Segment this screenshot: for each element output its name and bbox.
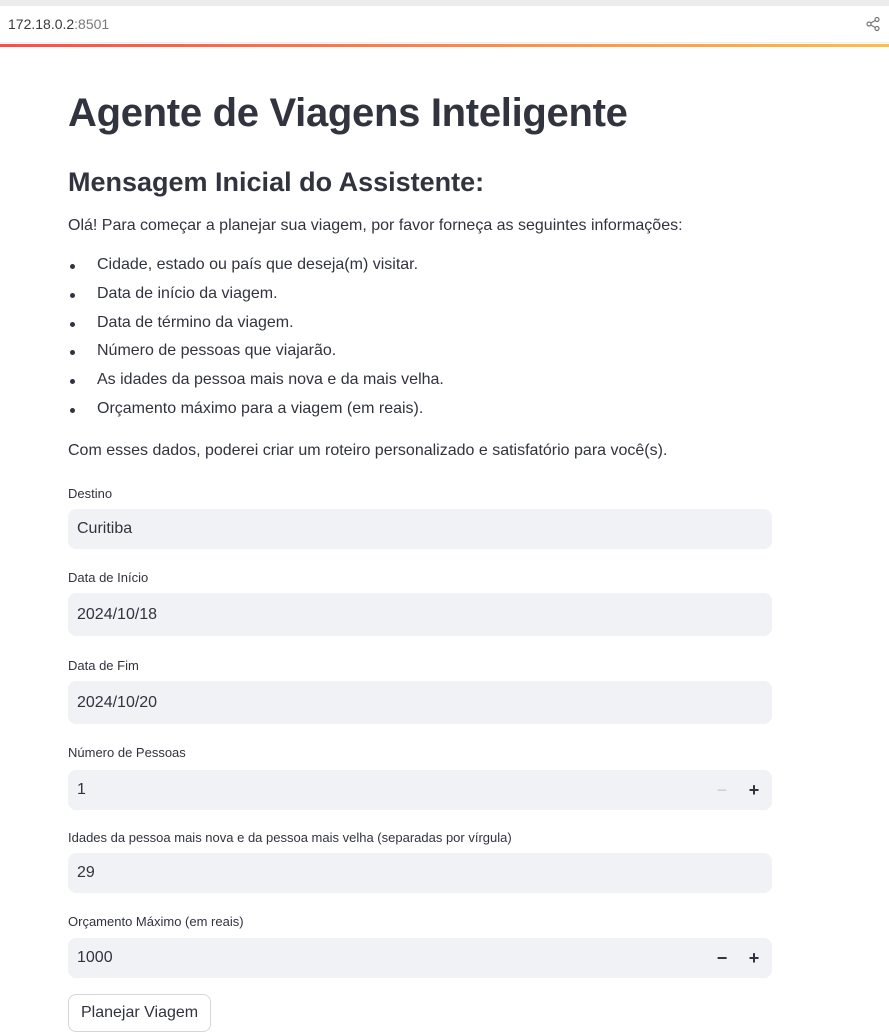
intro-text: Olá! Para começar a planejar sua viagem, por favor forneça as seguintes informações:: [68, 217, 683, 234]
num-pessoas-label: Número de Pessoas: [68, 745, 186, 760]
assistant-message-heading: Mensagem Inicial do Assistente:: [68, 167, 485, 197]
url-text[interactable]: [8, 6, 109, 42]
orcamento-label: Orçamento Máximo (em reais): [68, 914, 244, 929]
list-item: Data de início da viagem.: [68, 282, 444, 306]
destino-input[interactable]: Curitiba: [68, 509, 772, 549]
orcamento-value[interactable]: 1000: [77, 949, 113, 966]
requirements-list: [68, 253, 444, 426]
closing-text: Com esses dados, poderei criar um roteiro personalizado e satisfatório para você(s).: [68, 442, 668, 459]
list-item: As idades da pessoa mais nova e da mais velha.: [68, 368, 444, 392]
page-title: Agente de Viagens Inteligente: [68, 91, 628, 135]
planejar-viagem-button[interactable]: Planejar Viagem: [68, 994, 211, 1032]
orcamento-increment-button[interactable]: +: [748, 948, 760, 968]
num-pessoas-decrement-button[interactable]: −: [716, 780, 728, 800]
list-item: Data de término da viagem.: [68, 311, 444, 335]
idades-input[interactable]: 29: [68, 853, 772, 893]
num-pessoas-stepper[interactable]: [68, 770, 772, 810]
data-inicio-label: Data de Início: [68, 570, 149, 585]
num-pessoas-value[interactable]: 1: [77, 781, 86, 798]
orcamento-stepper[interactable]: [68, 938, 772, 978]
address-bar[interactable]: [0, 6, 889, 43]
list-item: Orçamento máximo para a viagem (em reais).: [68, 397, 444, 421]
list-item: Cidade, estado ou país que deseja(m) visitar.: [68, 253, 444, 277]
idades-label: Idades da pessoa mais nova e da pessoa mais velha (separadas por vírgula): [68, 830, 512, 845]
data-inicio-input[interactable]: 2024/10/18: [68, 593, 772, 636]
num-pessoas-increment-button[interactable]: +: [748, 780, 760, 800]
url-host: 172.18.0.2: [8, 16, 75, 32]
url-port: :8501: [74, 16, 110, 32]
list-item: Número de pessoas que viajarão.: [68, 339, 444, 363]
share-icon[interactable]: [865, 16, 881, 32]
destino-label: Destino: [68, 486, 113, 501]
header-decoration-bar: [0, 44, 889, 47]
data-fim-label: Data de Fim: [68, 658, 139, 673]
orcamento-decrement-button[interactable]: −: [716, 948, 728, 968]
data-fim-input[interactable]: 2024/10/20: [68, 681, 772, 724]
